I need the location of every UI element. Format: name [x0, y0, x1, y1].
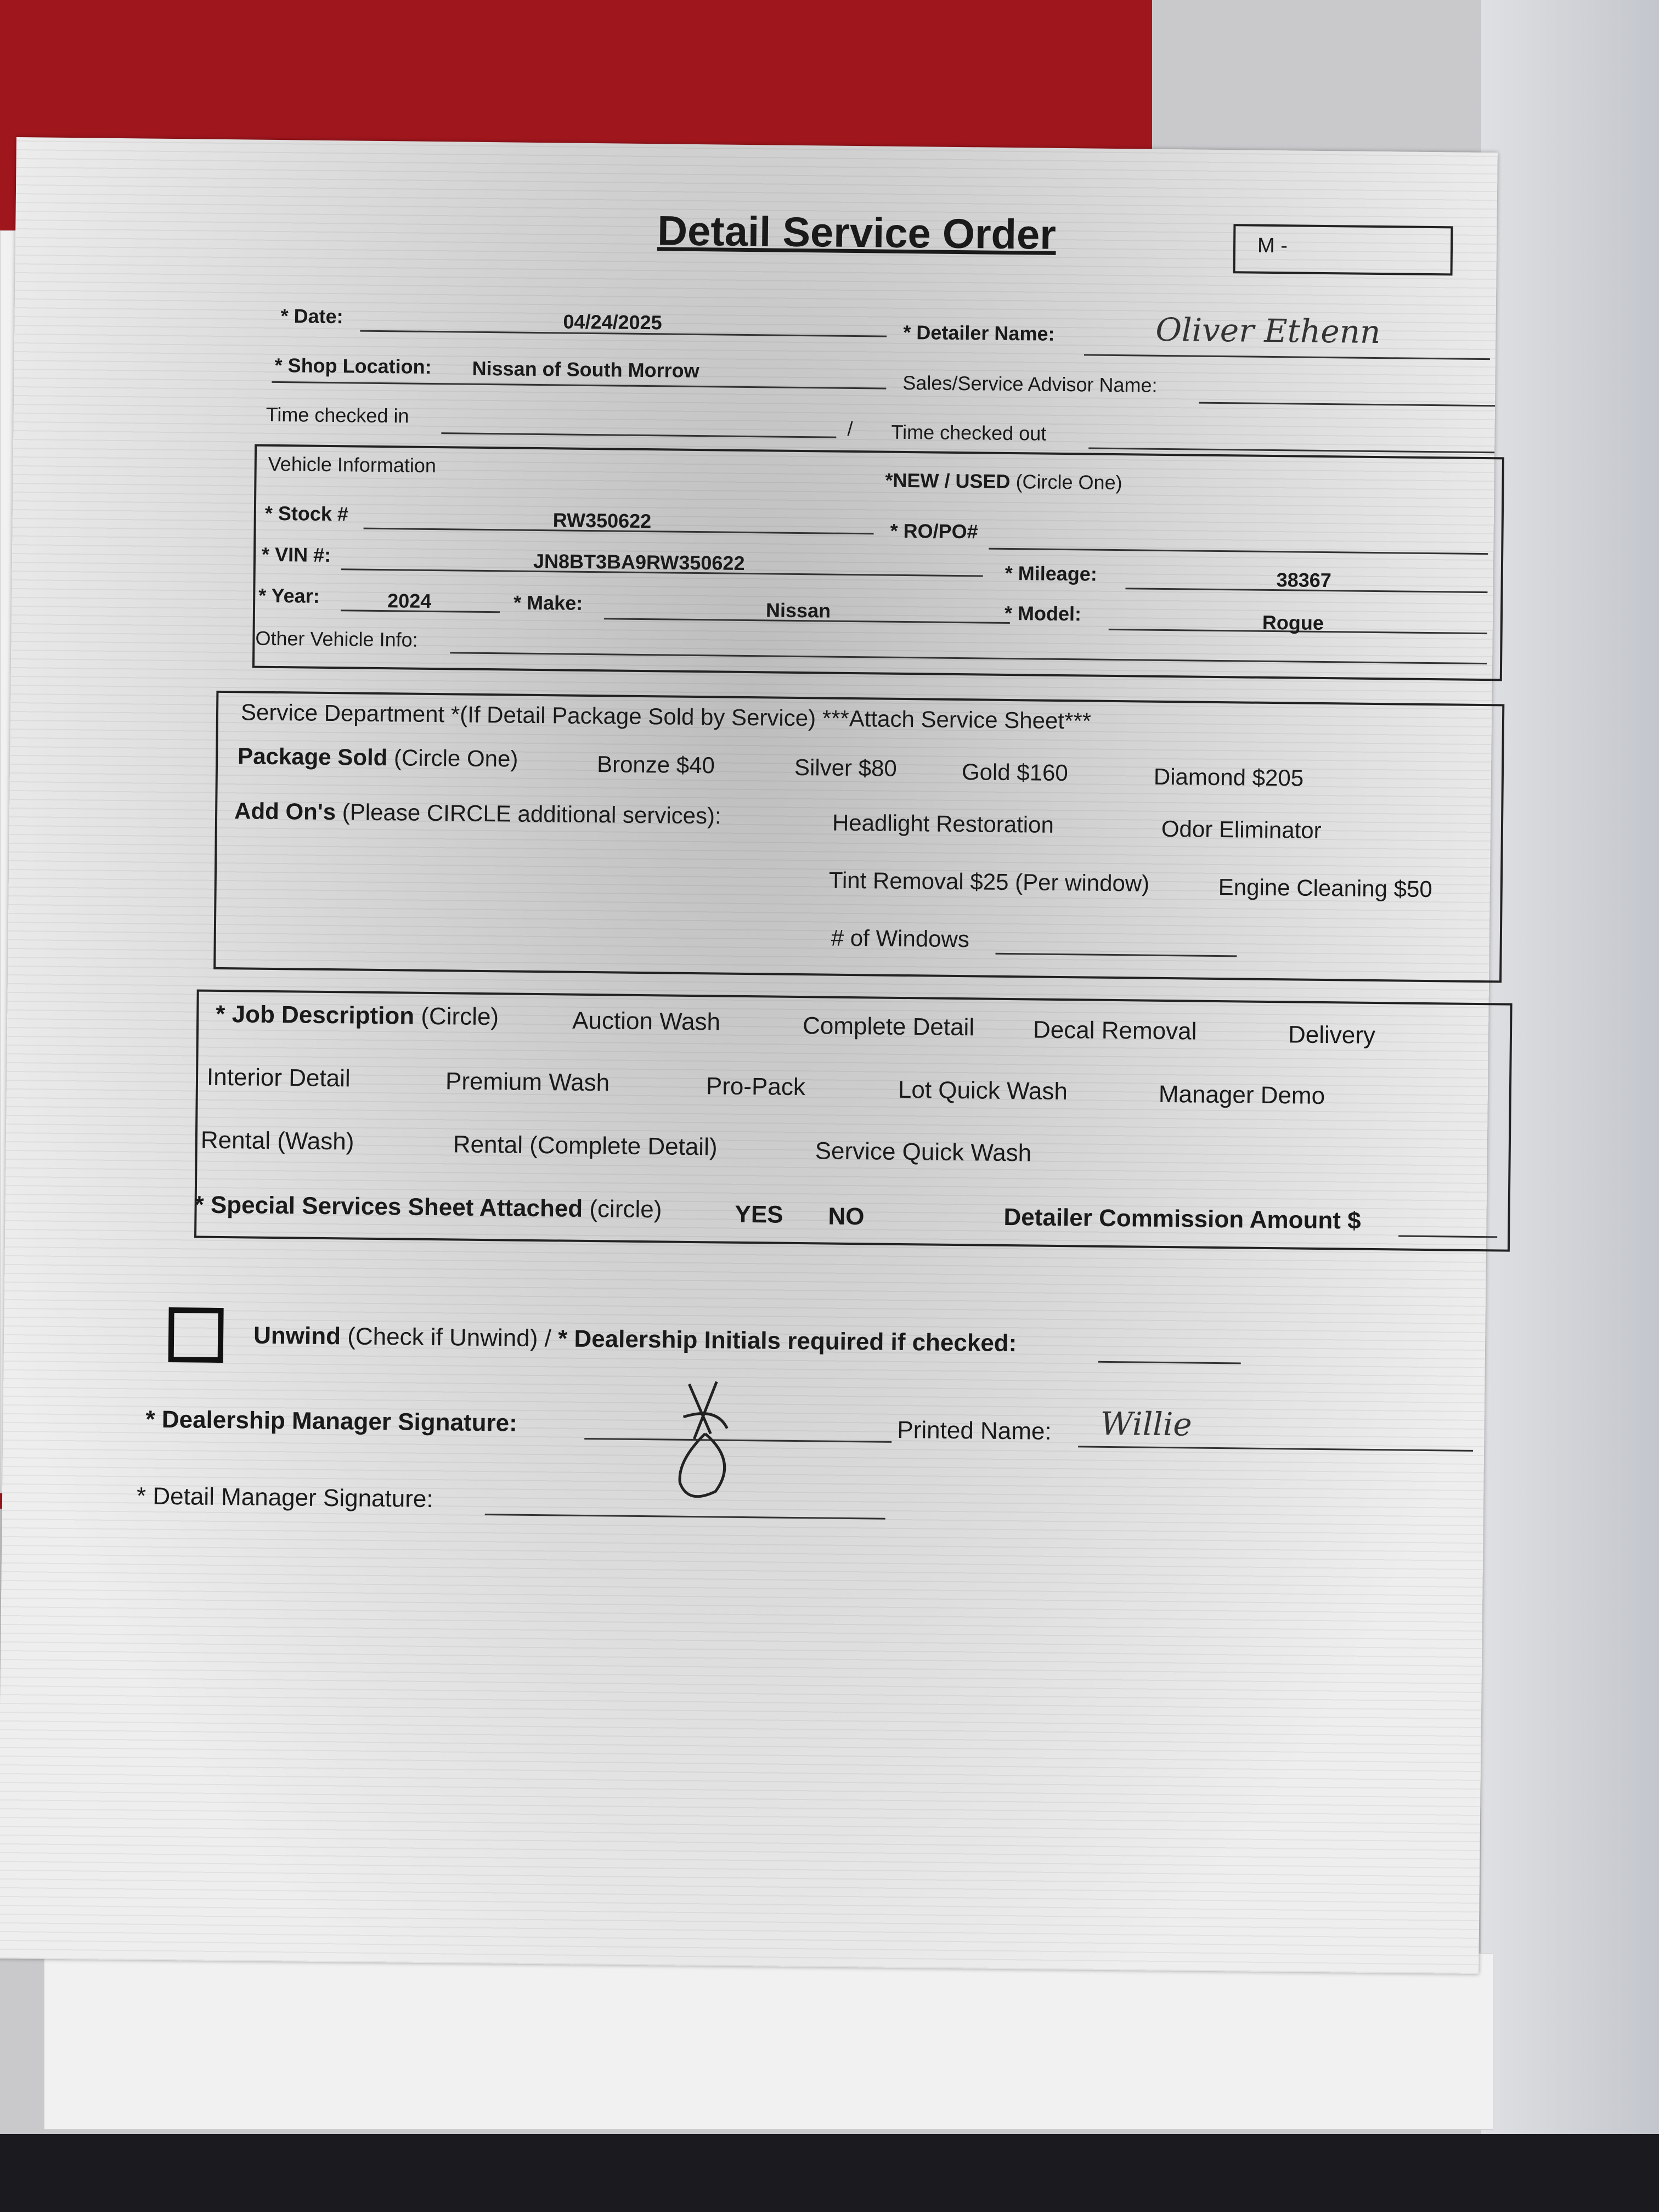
package-bronze[interactable]: Bronze $40	[596, 751, 715, 778]
model-label: * Model:	[1004, 601, 1082, 625]
date-label: * Date:	[280, 304, 343, 328]
special-services-title: * Special Services Sheet Attached	[194, 1191, 583, 1222]
time-slash: /	[847, 417, 853, 440]
special-services-note: (circle)	[589, 1195, 662, 1223]
unwind-note: (Check if Unwind) /	[347, 1323, 552, 1352]
mileage-label: * Mileage:	[1005, 561, 1098, 585]
time-out-line[interactable]	[1088, 447, 1494, 453]
job-rental-wash[interactable]: Rental (Wash)	[200, 1126, 354, 1155]
new-used-note: (Circle One)	[1015, 470, 1122, 494]
form-title: Detail Service Order	[657, 207, 1057, 258]
shop-location-value: Nissan of South Morrow	[472, 357, 699, 382]
dealership-manager-signature-label: * Dealership Manager Signature:	[145, 1406, 518, 1437]
vehicle-information-box	[252, 444, 1504, 681]
make-label: * Make:	[513, 591, 583, 614]
unwind-checkbox[interactable]	[168, 1307, 224, 1363]
detail-manager-signature-line[interactable]	[485, 1514, 885, 1520]
job-pro-pack[interactable]: Pro-Pack	[706, 1073, 806, 1101]
windows-label: # of Windows	[831, 924, 970, 952]
vehicle-info-heading: Vehicle Information	[268, 452, 437, 477]
job-decal-removal[interactable]: Decal Removal	[1032, 1016, 1197, 1045]
detail-manager-signature-label: * Detail Manager Signature:	[136, 1482, 433, 1513]
printed-name-line[interactable]	[1078, 1446, 1473, 1452]
special-services-no[interactable]: NO	[828, 1203, 865, 1231]
job-complete-detail[interactable]: Complete Detail	[802, 1012, 975, 1041]
printed-name-handwritten: Willie	[1100, 1404, 1193, 1443]
desk-edge	[0, 2134, 1659, 2212]
addons-note: (Please CIRCLE additional services):	[342, 799, 721, 829]
special-services-yes[interactable]: YES	[735, 1200, 783, 1228]
job-rental-complete-detail[interactable]: Rental (Complete Detail)	[453, 1131, 718, 1161]
make-value: Nissan	[765, 599, 831, 622]
package-sold-note: (Circle One)	[393, 744, 518, 772]
job-service-quick-wash[interactable]: Service Quick Wash	[815, 1137, 1032, 1167]
addon-tint-removal[interactable]: Tint Removal $25 (Per window)	[828, 867, 1150, 896]
mileage-value: 38367	[1276, 568, 1331, 592]
package-sold-label	[238, 743, 518, 772]
dealership-initials-line[interactable]	[1098, 1361, 1241, 1364]
service-dept-heading: Service Department *(If Detail Package Sold by Service) ***Attach Service Sheet***	[240, 699, 1092, 734]
detailer-name-handwritten: Oliver Ethenn	[1155, 311, 1381, 351]
job-description-note: (Circle)	[421, 1002, 499, 1031]
special-services-label	[194, 1192, 662, 1224]
model-value: Rogue	[1262, 611, 1324, 635]
job-premium-wash[interactable]: Premium Wash	[445, 1068, 610, 1097]
advisor-label: Sales/Service Advisor Name:	[902, 371, 1158, 397]
addon-headlight-restoration[interactable]: Headlight Restoration	[832, 809, 1054, 838]
new-used-selector[interactable]	[885, 469, 1122, 495]
year-value: 2024	[387, 589, 432, 612]
form-number-box[interactable]: M -	[1233, 224, 1453, 275]
dealership-manager-signature	[650, 1373, 761, 1505]
shop-location-line[interactable]	[272, 381, 886, 390]
stock-value: RW350622	[552, 509, 652, 533]
advisor-line[interactable]	[1199, 402, 1495, 407]
time-in-line[interactable]	[441, 432, 836, 438]
unwind-title: Unwind	[253, 1322, 341, 1350]
new-used-label: *NEW / USED	[885, 469, 1011, 493]
time-in-label: Time checked in	[266, 403, 409, 427]
package-sold-title: Package Sold	[237, 743, 388, 771]
package-diamond[interactable]: Diamond $205	[1153, 763, 1304, 791]
job-interior-detail[interactable]: Interior Detail	[206, 1063, 351, 1092]
addons-title: Add On's	[234, 798, 336, 825]
printed-name-label: Printed Name:	[897, 1416, 1052, 1445]
vin-label: * VIN #:	[261, 543, 331, 567]
stock-label: * Stock #	[264, 501, 349, 526]
time-out-label: Time checked out	[891, 420, 1047, 445]
underlying-paper-bottom	[44, 1953, 1493, 2130]
job-manager-demo[interactable]: Manager Demo	[1158, 1080, 1325, 1110]
year-label: * Year:	[258, 584, 320, 607]
detailer-name-line[interactable]	[1084, 354, 1490, 360]
detailer-name-label: * Detailer Name:	[903, 320, 1055, 345]
vin-value: JN8BT3BA9RW350622	[533, 549, 745, 574]
date-value: 04/24/2025	[563, 310, 662, 334]
addon-engine-cleaning[interactable]: Engine Cleaning $50	[1218, 874, 1433, 902]
other-vehicle-info-label: Other Vehicle Info:	[255, 627, 418, 651]
job-lot-quick-wash[interactable]: Lot Quick Wash	[898, 1076, 1068, 1105]
shop-location-label: * Shop Location:	[274, 353, 432, 378]
unwind-text	[253, 1322, 1017, 1358]
addon-odor-eliminator[interactable]: Odor Eliminator	[1161, 815, 1322, 843]
package-gold[interactable]: Gold $160	[961, 759, 1069, 786]
unwind-initials-label: * Dealership Initials required if checked:	[557, 1325, 1017, 1357]
job-delivery[interactable]: Delivery	[1288, 1021, 1376, 1049]
job-description-label	[216, 1001, 499, 1031]
addons-label	[234, 798, 721, 829]
job-auction-wash[interactable]: Auction Wash	[572, 1007, 721, 1036]
package-silver[interactable]: Silver $80	[794, 754, 898, 781]
commission-label: Detailer Commission Amount $	[1003, 1203, 1361, 1234]
ro-po-label: * RO/PO#	[890, 519, 978, 543]
job-description-title: * Job Description	[216, 1000, 415, 1030]
detail-service-order-form	[0, 137, 1498, 1974]
